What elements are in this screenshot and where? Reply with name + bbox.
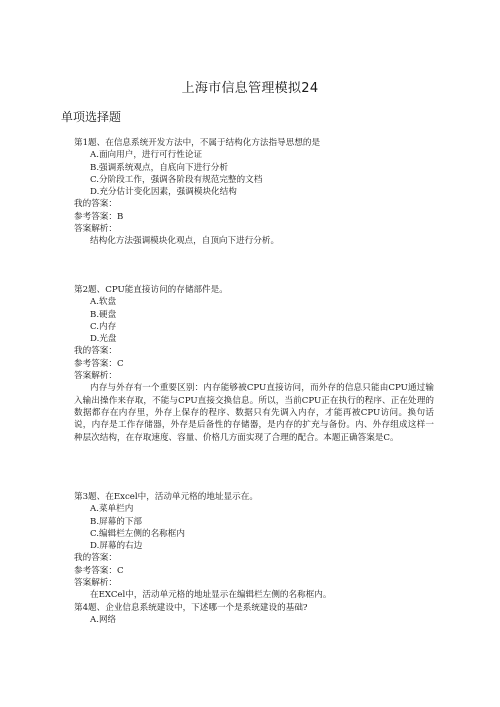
analysis-label: 答案解析： [74,371,117,382]
reference-answer-label: 参考答案： [74,211,117,222]
option-c: C.分阶段工作，强调各阶段有规范完整的文档 [90,174,263,185]
analysis-text: 结构化方法强调模块化观点，自顶向下进行分析。 [90,236,280,247]
reference-answer-label: 参考答案： [74,565,117,576]
analysis-label: 答案解析： [74,224,117,235]
option-b: B.硬盘 [90,309,117,320]
option-a: A.面向用户，进行可行性论证 [90,150,203,161]
option-c: C.内存 [90,321,117,332]
reference-answer-value: C [116,358,124,369]
question-4-stem: 第4题、企业信息系统建设中，下述哪一个是系统建设的基础? [74,602,308,613]
analysis-label: 答案解析： [74,578,117,589]
option-b: B.屏幕的下部 [90,516,143,527]
section-title: 单项选择题 [61,110,122,124]
my-answer-label: 我的答案： [74,199,117,210]
my-answer-label: 我的答案： [74,346,117,357]
question-3 [74,491,434,626]
question-4-option-a: A.网络 [90,614,117,625]
reference-answer [74,358,434,370]
option-b: B.强调系统观点，自底向下进行分析 [90,162,228,173]
analysis-text: 内存与外存有一个重要区别：内存能够被CPU直接访问，而外存的信息只能由CPU通过输入输出操作来存取，不能与CPU直接交换信息。所以，当前CPU正在执行的程序、正在处理的数据都存在内存里，外存上保存的程序、数据只有先调入内存，才能再被CPU访问。换句话说，内存是工作存储器，外存是后备性的存储器，是内存的扩充与备份。内、外存组成这样一种层次结构，在存取速度、容量、价格几方面实现了合理的配合。本题正确答案是C。 [74,383,434,443]
reference-answer-label: 参考答案： [74,358,117,369]
question-stem: 第1题、在信息系统开发方法中，不属于结构化方法指导思想的是 [74,138,321,148]
question-stem: 第3题、在Excel中，活动单元格的地址显示在。 [74,492,258,502]
option-a: A.软盘 [90,297,117,308]
my-answer-label: 我的答案： [74,553,117,564]
analysis-text: 在EXCel中，活动单元格的地址显示在编辑栏左侧的名称框内。 [90,590,332,601]
option-d: D.光盘 [90,334,117,345]
question-stem: 第2题、CPU能直接访问的存储部件是。 [74,285,228,295]
reference-answer-value: C [116,565,124,576]
page-title: 上海市信息管理模拟24 [181,81,319,96]
option-a: A.菜单栏内 [90,504,134,515]
question-1 [74,137,434,248]
option-d: D.屏幕的右边 [90,541,143,552]
question-2 [74,284,434,444]
option-d: D.充分估计变化因素，强调模块化结构 [90,187,237,198]
reference-answer [74,565,434,577]
option-c: C.编辑栏左侧的名称框内 [90,528,185,539]
reference-answer-value: B [116,211,124,222]
reference-answer [74,211,434,223]
